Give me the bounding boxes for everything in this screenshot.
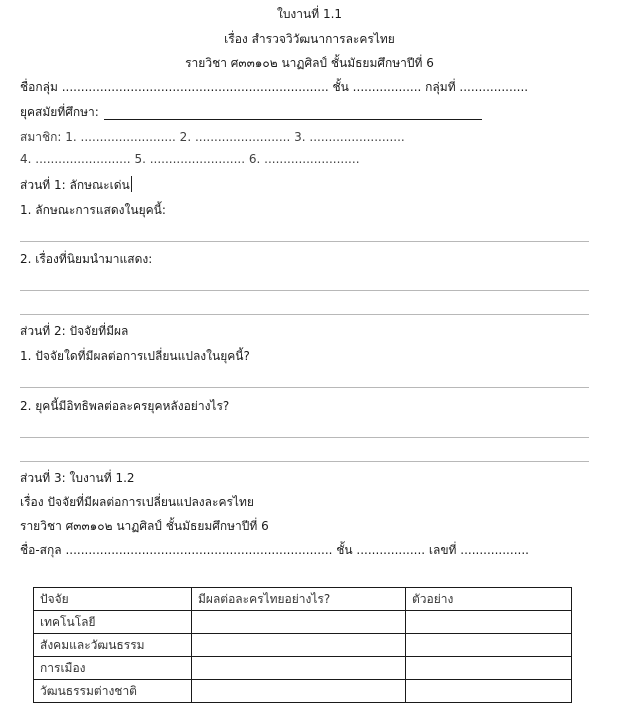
effect-cell[interactable] <box>192 680 406 703</box>
example-cell[interactable] <box>406 657 572 680</box>
factors-table <box>33 587 572 703</box>
worksheet-title: ใบงานที่ 1.1 <box>276 7 343 21</box>
part1-question-1: 1. ลักษณะการแสดงในยุคนี้: <box>20 203 166 217</box>
part1-title <box>20 176 132 195</box>
factor-cell: สังคมและวัฒนธรรม <box>34 634 192 657</box>
part2-question-1: 1. ปัจจัยใดที่มีผลต่อการเปลี่ยนแปลงในยุคนี้? <box>20 349 250 363</box>
column-header-effect: มีผลต่อละครไทยอย่างไร? <box>192 588 406 611</box>
part3-subject: รายวิชา ศ๓๓๑๐๒ นาฏศิลป์ ชั้นมัธยมศึกษาปีที่ 6 <box>20 519 269 533</box>
column-header-example: ตัวอย่าง <box>406 588 572 611</box>
factor-cell: วัฒนธรรมต่างชาติ <box>34 680 192 703</box>
table-row <box>34 680 572 703</box>
worksheet-topic: เรื่อง สำรวจวิวัฒนาการละครไทย <box>224 32 395 46</box>
part3-title: ส่วนที่ 3: ใบงานที่ 1.2 <box>20 471 135 485</box>
effect-cell[interactable] <box>192 634 406 657</box>
answer-line <box>20 290 589 291</box>
student-name-line: ชื่อ-สกุล ...................................................................... ชั้น .................. เลขที่ .................. <box>20 543 529 557</box>
example-cell[interactable] <box>406 680 572 703</box>
part3-topic: เรื่อง ปัจจัยที่มีผลต่อการเปลี่ยนแปลงละครไทย <box>20 495 254 509</box>
table-header-row <box>34 588 572 611</box>
section-divider <box>20 314 589 315</box>
section-divider <box>20 461 589 462</box>
factor-cell: การเมือง <box>34 657 192 680</box>
table-row <box>34 657 572 680</box>
answer-line <box>20 437 589 438</box>
column-header-factor: ปัจจัย <box>34 588 192 611</box>
members-line-1: สมาชิก: 1. ......................... 2. ......................... 3. ......................... <box>20 130 405 144</box>
example-cell[interactable] <box>406 634 572 657</box>
factor-cell: เทคโนโลยี <box>34 611 192 634</box>
table-row <box>34 634 572 657</box>
table-row <box>34 611 572 634</box>
part2-title: ส่วนที่ 2: ปัจจัยที่มีผล <box>20 324 129 338</box>
example-cell[interactable] <box>406 611 572 634</box>
part1-title-text: ส่วนที่ 1: ลักษณะเด่น <box>20 178 130 192</box>
part2-question-2: 2. ยุคนี้มีอิทธิพลต่อละครยุคหลังอย่างไร? <box>20 399 230 413</box>
members-line-2: 4. ......................... 5. ......................... 6. ......................... <box>20 152 360 166</box>
answer-line <box>20 387 589 388</box>
effect-cell[interactable] <box>192 611 406 634</box>
part1-question-2: 2. เรื่องที่นิยมนำมาแสดง: <box>20 252 153 266</box>
era-label: ยุคสมัยที่ศึกษา: <box>20 105 99 119</box>
text-cursor <box>131 176 132 192</box>
era-underline <box>104 119 482 120</box>
answer-line <box>20 241 589 242</box>
worksheet-subject: รายวิชา ศ๓๓๑๐๒ นาฏศิลป์ ชั้นมัธยมศึกษาปีที่ 6 <box>185 56 434 70</box>
group-name-line: ชื่อกลุ่ม ...................................................................... ชั้น .................. กลุ่มที่ .................. <box>20 80 529 94</box>
effect-cell[interactable] <box>192 657 406 680</box>
